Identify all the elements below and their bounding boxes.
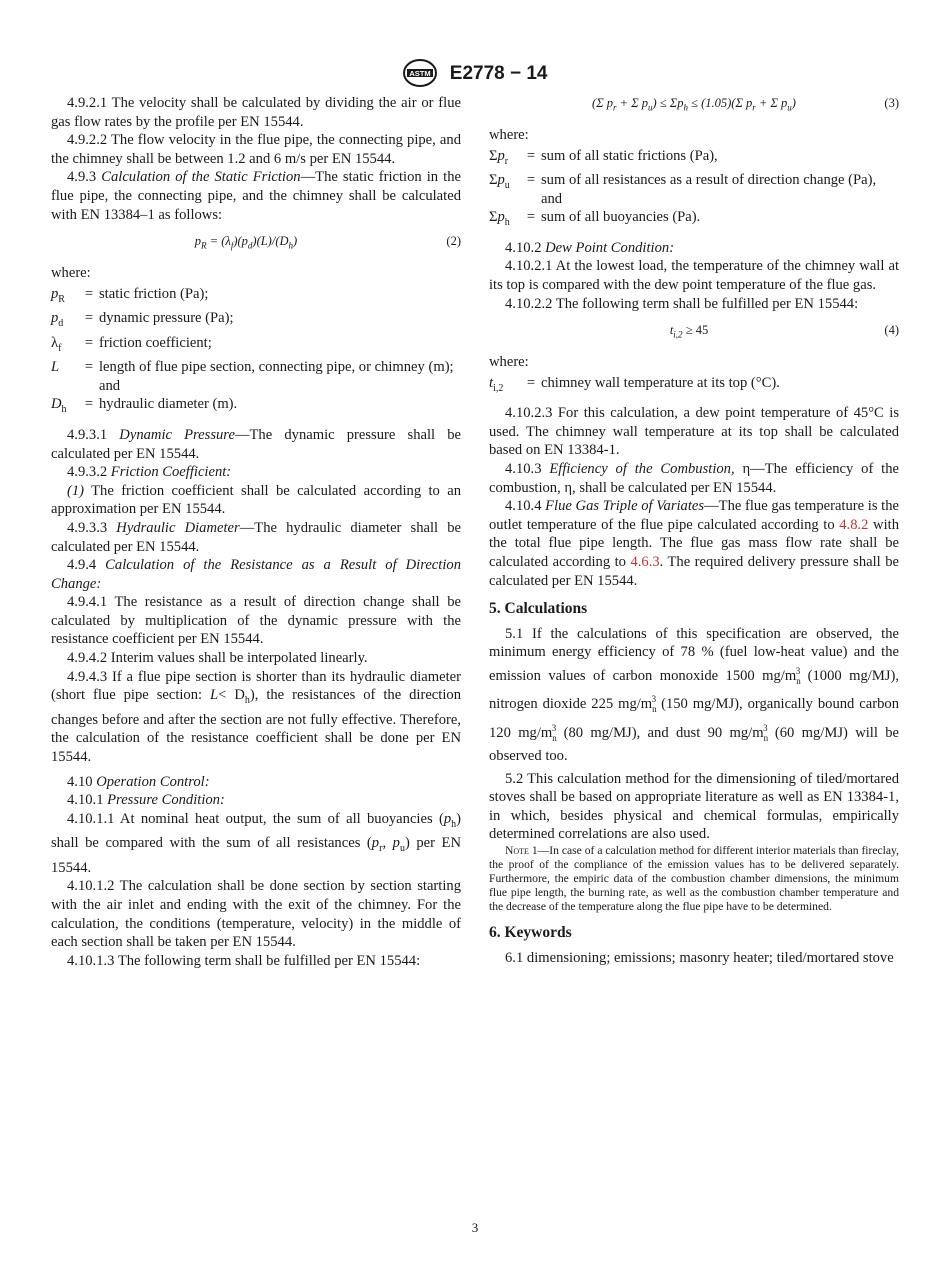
definition-item: L = length of flue pipe section, connecting pipe, or chimney (m); and [51,359,454,394]
para-4-10: 4.10 Operation Control: [67,773,210,790]
definition-symbol: $\Sigma p_u$ [489,172,510,191]
definition-item: $t_{i,2}$ = chimney wall temperature at its top (°C). [489,374,899,399]
link-4-6-3[interactable]: 4.6.3 [630,554,660,570]
definition-item: $\Sigma p_h$ = sum of all buoyancies (Pa). [489,208,899,233]
definition-list [51,285,461,420]
para-4-10-2: 4.10.2 Dew Point Condition: [505,239,675,256]
definition-symbol: $D_h$ [51,396,67,416]
equation-expression: (Σ $p_r + \Sigma$ $p_u) \le \Sigma p_h \le (1.05)(\Sigma$ $p_r + \Sigma$ $p_u$) [592,96,796,113]
para-5-2: 5.2 This calculation method for the dimensioning of tiled/mortared stoves shall be based on appropriate literature as well as EN 13384-1, in which, besides physical and chemical formulas, empirically determined correlations are also used. [489,770,899,843]
right-column [489,94,899,967]
para-4-9-3-2: 4.9.3.2 Friction Coefficient: [67,464,232,481]
where-label: where: [489,127,529,143]
link-4-8-2[interactable]: 4.8.2 [839,516,869,533]
astm-logo-text: ASTM [409,69,432,78]
left-column [51,94,461,970]
para-4-9-3-3: 4.9.3.3 Hydraulic Diameter—The hydraulic diameter shall be calculated per EN 15544. [51,519,461,555]
definition-symbol: $\Sigma p_h$ [489,209,510,229]
para-4-9-3-2-1: (1) The friction coefficient shall be calculated according to an approximation per EN 15544. [51,482,461,518]
para-5-1: 5.1 If the calculations of this specification are observed, the minimum energy efficiency of 78 % (fuel low-heat value) and the emission values of carbon monoxide 1500 $mg/m_n^3$ (1000 mg/MJ), nitrogen dioxide 225 $mg/m_n^3$ (150 mg/MJ), organically bound carbon 120 $mg/m_n^3$ (80 mg/MJ), and dust 90 $mg/m_n^3$ (60 mg/MJ) will be observed too. [489,625,899,765]
definition-symbol: $p_R$ [51,285,65,305]
definition-list [489,374,899,399]
para-4-9-4-2: 4.9.4.2 Interim values shall be interpolated linearly. [67,650,368,667]
para-4-9-3-1: 4.9.3.1 Dynamic Pressure—The dynamic pressure shall be calculated per EN 15544. [51,426,461,462]
para-4-9-3 [51,168,461,224]
para-4-10-2-1: 4.10.2.1 At the lowest load, the temperature of the chimney wall at its top is compared with the dew point temperature of the flue gas. [489,258,899,293]
para-title: Calculation of the Static Friction [101,169,301,186]
definition-list [489,147,899,233]
definition-symbol: $p_d$ [51,310,64,330]
definition-item: $D_h$ = hydraulic diameter (m). [51,395,461,420]
where-label: where: [489,354,529,371]
equation-number: (2) [446,234,461,249]
equation-3 [489,94,899,114]
section-heading-calculations: 5. Calculations [489,600,588,618]
equation-number: (4) [884,323,899,338]
para-4-10-1-3: 4.10.1.3 The following term shall be fulfilled per EN 15544: [67,952,421,969]
para-4-9-4: 4.9.4 Calculation of the Resistance as a Result of Direction Change: [51,557,461,592]
equation-number: (3) [884,96,899,110]
para-4-10-3: 4.10.3 Efficiency of the Combustion, η—The efficiency of the combustion, η, shall be calculated per EN 15544. [489,461,899,496]
standard-designation: E2778 − 14 [449,63,548,84]
page-header [0,58,950,88]
equation-2 [51,232,461,252]
para-4-9-2-2: 4.9.2.2 The flow velocity in the flue pipe, the connecting pipe, and the chimney shall be between 1.2 and 6 m/s per EN 15544. [51,132,461,167]
para-4-9-4-1: 4.9.4.1 The resistance as a result of direction change shall be calculated by multiplication of the dynamic pressure with the resistance coefficient per EN 15544. [51,594,461,648]
section-heading-keywords: 6. Keywords [489,924,572,942]
equation-expression: $t_{i,2} \ge 45$ [669,323,709,340]
para-number: 4.9.3 [67,169,97,186]
where-label: where: [51,265,91,282]
definition-item: $\lambda_f$ = friction coefficient; [51,334,461,359]
equation-4 [489,321,899,341]
equation-expression: $p_R = (\lambda_f)(p_d)(L)/(D_h)$ [194,234,298,251]
definition-symbol: $t_{i,2}$ [489,374,504,394]
definition-item: $\Sigma p_u$ = sum of all resistances as a result of direction change (Pa), and [489,172,877,207]
para-4-10-2-3: 4.10.2.3 For this calculation, a dew point temperature of 45°C is used. The chimney wall temperature at its top shall be calculated based on EN 13384-1. [489,405,899,459]
note-1: Note 1—In case of a calculation method for different interior materials than fireclay, the proof of the compliance of the emission values has to be delivered separately. Furthermore, the empiric data of the combustion chamber dimensions, the minimum flue pipe length, the burning rate, as well as the combustion chamber temperature and the decrease of the temperature along the flue pipe have to be determined. [489,844,899,914]
para-4-9-4-3: 4.9.4.3 If a flue pipe section is shorter than its hydraulic diameter (short flue pipe section: $L< D_h$), the resistances of the direction changes before and after the section are not fully effective. Therefore, the calculation of the resistance coefficient shall be done per EN 15544. [51,668,461,765]
definition-item: $p_d$ = dynamic pressure (Pa); [51,309,461,334]
definition-symbol: $\Sigma p_r$ [489,147,509,167]
page-number: 3 [471,1220,479,1235]
para-body: —The static friction in the flue pipe, the connecting pipe, and the chimney shall be calculated with EN 13384–1 as follows: [51,169,461,223]
definition-symbol: $\lambda_f$ [51,334,62,354]
para-4-10-4: 4.10.4 Flue Gas Triple of Variates—The flue gas temperature is the outlet temperature of the flue pipe calculated according to 4.8.2 with the total flue pipe length. The flue gas mass flow rate shall be calculated according to 4.6.3. The required delivery pressure shall be calculated per EN 15544. [489,498,899,589]
para-6-1: 6.1 dimensioning; emissions; masonry heater; tiled/mortared stove [505,949,894,966]
astm-logo-icon [402,58,438,88]
para-4-10-1-2: 4.10.1.2 The calculation shall be done section by section starting with the air inlet and ending with the exit of the chimney. For the calculation, the conditions (temperature, velocity) in the middle of each section shall be taken per EN 15544. [51,878,461,951]
para-4-10-2-2: 4.10.2.2 The following term shall be fulfilled per EN 15544: [505,295,859,312]
definition-item: $p_R$ = static friction (Pa); [51,285,461,310]
para-4-10-1: 4.10.1 Pressure Condition: [67,792,225,809]
definition-symbol: L [51,359,60,376]
para-4-10-1-1: 4.10.1.1 At nominal heat output, the sum of all buoyancies $(p_h)$ shall be compared with the sum of all resistances ($p_r$, $p_u$) per EN 15544. [51,810,461,876]
para-4-9-2-1: 4.9.2.1 The velocity shall be calculated by dividing the air or flue gas flow rates by the profile per EN 15544. [51,95,461,130]
definition-item: $\Sigma p_r$ = sum of all static frictions (Pa), [489,147,899,172]
